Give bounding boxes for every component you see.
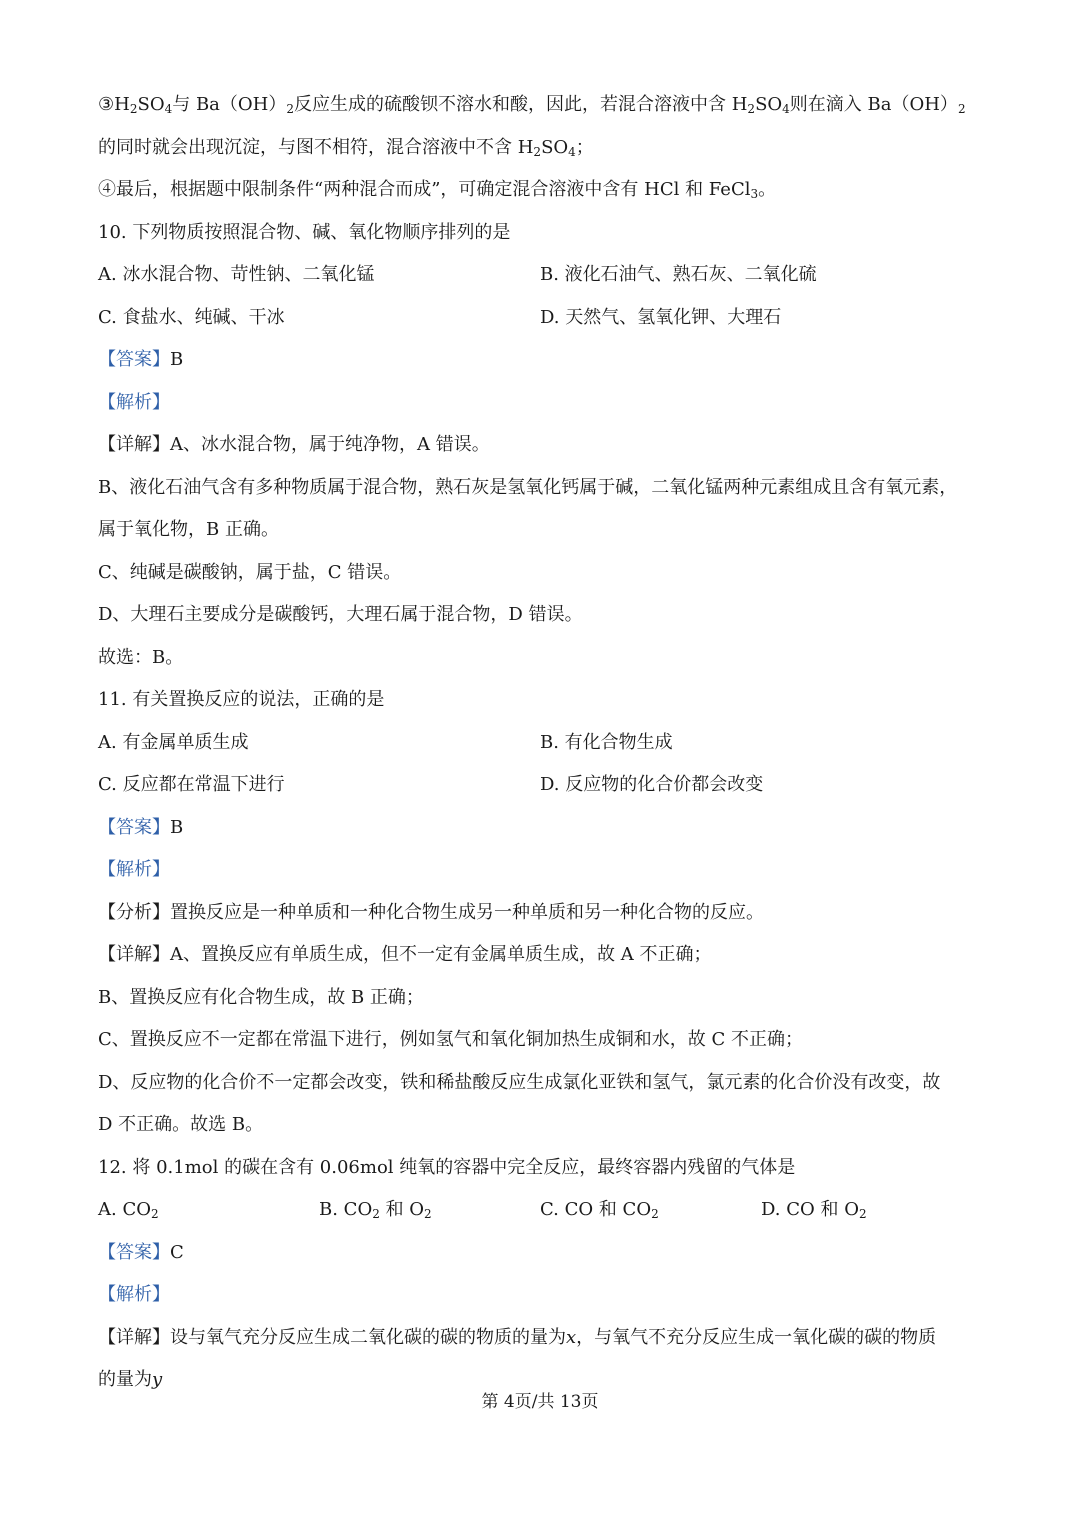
q10-conclusion: 故选：B。: [98, 646, 184, 668]
q12-analysis: [98, 1274, 986, 1317]
q12-option-b: B. $CO_2$ 和 $O_2$: [319, 1199, 432, 1221]
variable-y: y: [152, 1369, 163, 1390]
q11-answer: [98, 807, 986, 850]
page-number-footer: 第 4页/共 13页: [481, 1392, 599, 1412]
q11-detail-b: B、置换反应有化合物生成，故 B 正确；: [98, 986, 424, 1008]
q11-detail-d-2: D 不正确。故选 B。: [98, 1114, 264, 1135]
q12-option-a: A. $CO_2$: [98, 1199, 159, 1221]
q10-answer: [98, 339, 986, 382]
q10-stem: 10. 下列物质按照混合物、碱、氧化物顺序排列的是: [98, 221, 511, 243]
answer-tag: 【答案】: [98, 349, 170, 370]
q10-answer-value: B: [170, 349, 184, 370]
q12-answer: [98, 1232, 986, 1275]
analysis-tag: 【解析】: [98, 391, 170, 413]
q12-answer-value: C: [170, 1241, 184, 1263]
q10-detail-d: D、大理石主要成分是碳酸钙，大理石属于混合物，D 错误。: [98, 604, 583, 625]
q10-options-row-2: [98, 297, 986, 340]
q11-detail-c: C、置换反应不一定都在常温下进行，例如氢气和氧化铜加热生成铜和水，故 C 不正确；: [98, 1029, 803, 1050]
variable-x: x: [566, 1326, 577, 1348]
q12-option-c: C. CO 和 $CO_2$: [540, 1199, 659, 1221]
detail-tag: 【详解】: [98, 944, 170, 965]
q11-stem: 11. 有关置换反应的说法，正确的是: [98, 689, 385, 710]
q11-option-c: C. 反应都在常温下进行: [98, 774, 285, 795]
q11-analysis: [98, 849, 986, 892]
q11-option-a: A. 有金属单质生成: [98, 731, 249, 753]
q12-option-d: D. CO 和 $O_2$: [761, 1199, 867, 1221]
q10-option-c: C. 食盐水、纯碱、干冰: [98, 306, 285, 328]
answer-tag: 【答案】: [98, 816, 170, 838]
q10-detail-c: C、纯碱是碳酸钠，属于盐，C 错误。: [98, 561, 402, 583]
answer-tag: 【答案】: [98, 1241, 170, 1263]
prev-analysis-line-2: 的同时就会出现沉淀，与图不相符，混合溶液中不含 $H_2SO_4$；: [98, 136, 594, 159]
q11-options-row-2: [98, 764, 986, 807]
prev-analysis-line-3: ④最后，根据题中限制条件“两种混合而成”，可确定混合溶液中含有 HCl 和 FeCl$_3$。: [98, 179, 777, 201]
q11-answer-value: B: [170, 816, 184, 838]
q11-option-b: B. 有化合物生成: [540, 731, 673, 753]
analysis-tag: 【解析】: [98, 1284, 170, 1305]
q12-detail-1: 【详解】设与氧气充分反应生成二氧化碳的碳的物质的量为x，与氧气不充分反应生成一氧化碳的碳的物质: [98, 1326, 937, 1348]
q11-option-d: D. 反应物的化合价都会改变: [540, 774, 764, 795]
detail-tag: 【详解】: [98, 1326, 170, 1348]
q10-option-d: D. 天然气、氢氧化钾、大理石: [540, 306, 782, 328]
q12-options-row: [98, 1189, 986, 1232]
detail-tag: 【详解】: [98, 434, 170, 455]
analysis-tag: 【解析】: [98, 859, 170, 880]
q12-detail-2: 的量为y: [98, 1369, 163, 1390]
q10-option-b: B. 液化石油气、熟石灰、二氧化硫: [540, 264, 817, 285]
q11-fenxi: 【分析】置换反应是一种单质和一种化合物生成另一种单质和另一种化合物的反应。: [98, 901, 764, 923]
q10-detail-b-1: B、液化石油气含有多种物质属于混合物，熟石灰是氢氧化钙属于碱，二氧化锰两种元素组成且含有氧元素，: [98, 476, 958, 498]
q11-detail-a: 【详解】A、置换反应有单质生成，但不一定有金属单质生成，故 A 不正确；: [98, 944, 712, 965]
q10-detail-a: 【详解】A、冰水混合物，属于纯净物，A 错误。: [98, 434, 490, 455]
q10-detail-b-2: 属于氧化物，B 正确。: [98, 519, 279, 540]
q11-options-row-1: [98, 722, 986, 765]
q10-option-a: A. 冰水混合物、苛性钠、二氧化锰: [98, 264, 375, 285]
q10-options-row-1: [98, 254, 986, 297]
fenxi-tag: 【分析】: [98, 901, 170, 923]
q10-analysis: [98, 382, 986, 425]
q12-stem: 12. 将 0.1mol 的碳在含有 0.06mol 纯氧的容器中完全反应，最终容器内残留的气体是: [98, 1156, 796, 1178]
q11-detail-d-1: D、反应物的化合价不一定都会改变，铁和稀盐酸反应生成氯化亚铁和氢气，氯元素的化合价没有改变，故: [98, 1071, 941, 1093]
prev-analysis-line-1: $③H_2SO_4$与 $Ba(OH)_2$反应生成的硫酸钡不溶水和酸，因此，若混合溶液中含 $H_2SO_4$则在滴入 $Ba(OH)_2$: [98, 94, 966, 116]
document-body: [98, 84, 986, 1402]
